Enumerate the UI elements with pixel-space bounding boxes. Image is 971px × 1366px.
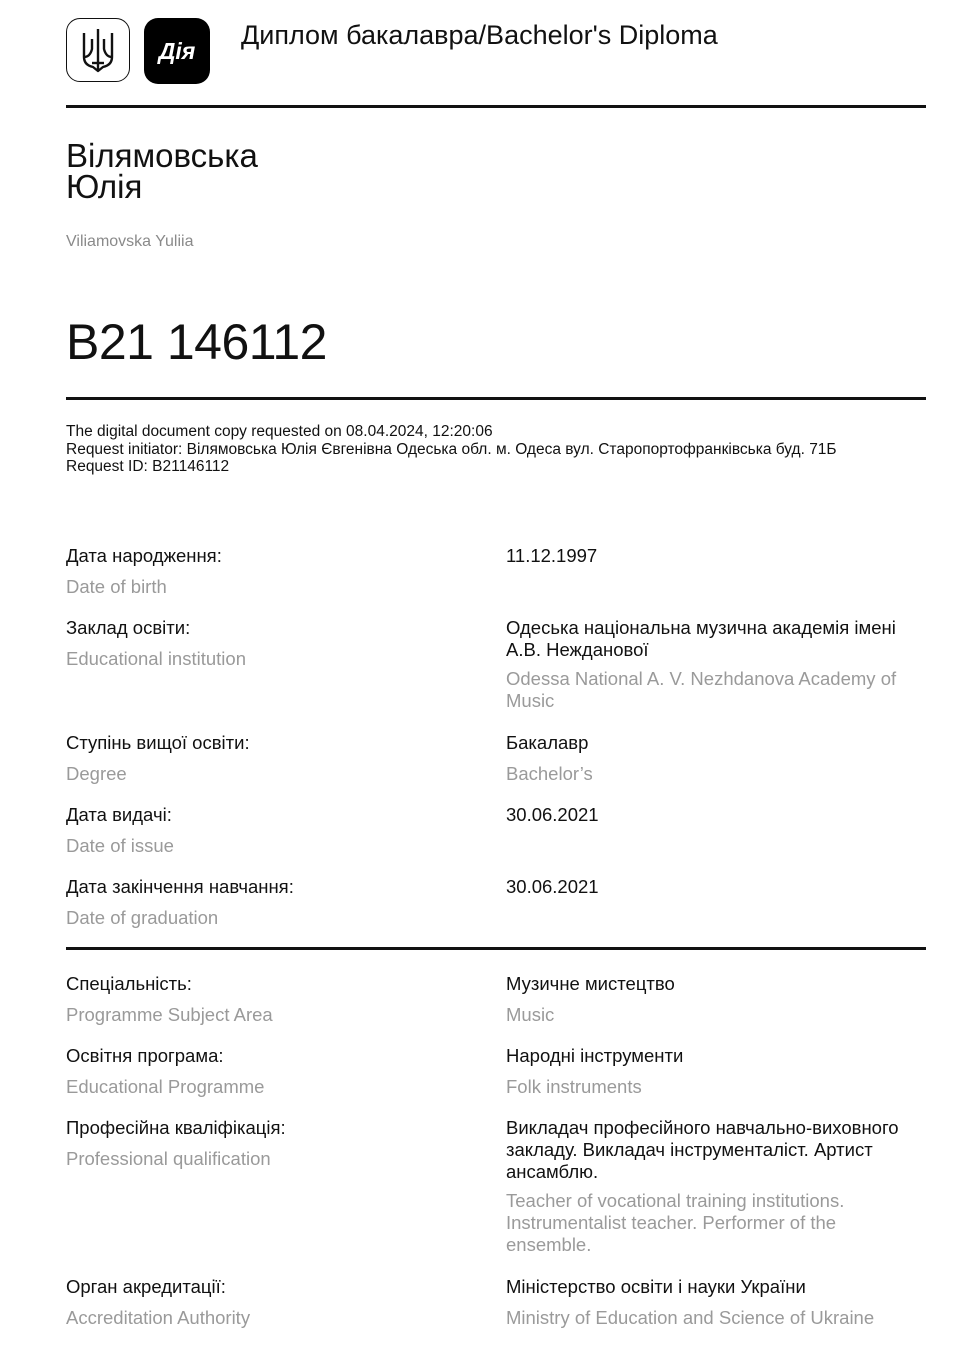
holder-given-name: Юлія	[66, 168, 143, 205]
section-divider	[66, 947, 926, 950]
field-label-en: Date of issue	[66, 835, 174, 856]
field-label: Дата народження:	[66, 545, 222, 566]
header	[66, 18, 926, 86]
field-label: Спеціальність:	[66, 973, 192, 994]
field-value-en: Odessa National A. V. Nezhdanova Academy of Music	[506, 668, 897, 711]
field-label: Заклад освіти:	[66, 617, 191, 638]
field-label-en: Accreditation Authority	[66, 1307, 251, 1328]
field-label: Професійна кваліфікація:	[66, 1117, 286, 1138]
document-title: Диплом бакалавра/Bachelor's Diploma	[241, 20, 718, 50]
field-value: Одеська національна музична академія імені А.В. Нежданової	[506, 617, 896, 660]
request-initiator: Request initiator: Вілямовська Юлія Євгенівна Одеська обл. м. Одеса вул. Старопортофранківська буд. 71Б	[66, 440, 837, 458]
field-value: 30.06.2021	[506, 876, 599, 897]
field-label: Дата закінчення навчання:	[66, 876, 294, 897]
holder-surname: Вілямовська	[66, 137, 258, 174]
field-label: Освітня програма:	[66, 1045, 224, 1066]
field-value: Народні інструменти	[506, 1045, 684, 1066]
field-value: Бакалавр	[506, 732, 589, 753]
diia-logo-text: Дія	[158, 37, 196, 64]
field-label-en: Programme Subject Area	[66, 1004, 273, 1025]
field-label-en: Professional qualification	[66, 1148, 271, 1169]
document-number: B21 146112	[66, 314, 327, 370]
field-value-en: Bachelor’s	[506, 763, 593, 784]
field-value: Міністерство освіти і науки України	[506, 1276, 806, 1297]
field-label-en: Educational Programme	[66, 1076, 265, 1097]
field-value-en: Teacher of vocational training institutions. Instrumentalist teacher. Performer of the ensemble.	[506, 1190, 845, 1255]
field-value-en: Ministry of Education and Science of Ukraine	[506, 1307, 875, 1328]
request-info	[66, 423, 926, 476]
trident-logo-icon	[66, 18, 130, 82]
field-value-en: Music	[506, 1004, 555, 1025]
field-value: 11.12.1997	[506, 545, 598, 566]
holder-name-latin: Viliamovska Yuliia	[66, 233, 194, 250]
field-value: Викладач професійного навчально-виховного закладу. Викладач інструменталіст. Артист ансамблю.	[506, 1117, 899, 1182]
field-label-en: Date of graduation	[66, 907, 219, 928]
field-label-en: Educational institution	[66, 648, 246, 669]
top-divider	[66, 105, 926, 108]
field-label-en: Degree	[66, 763, 127, 784]
diia-logo	[144, 18, 210, 84]
field-value-en: Folk instruments	[506, 1076, 642, 1097]
field-label: Орган акредитації:	[66, 1276, 226, 1297]
number-divider	[66, 397, 926, 400]
request-date: The digital document copy requested on 08.04.2024, 12:20:06	[66, 423, 493, 440]
field-label: Дата видачі:	[66, 804, 172, 825]
request-id: Request ID: B21146112	[66, 458, 230, 475]
field-value: Музичне мистецтво	[506, 973, 675, 994]
holder-name	[66, 137, 258, 205]
field-label-en: Date of birth	[66, 576, 167, 597]
field-label: Ступінь вищої освіти:	[66, 732, 250, 753]
field-value: 30.06.2021	[506, 804, 599, 825]
